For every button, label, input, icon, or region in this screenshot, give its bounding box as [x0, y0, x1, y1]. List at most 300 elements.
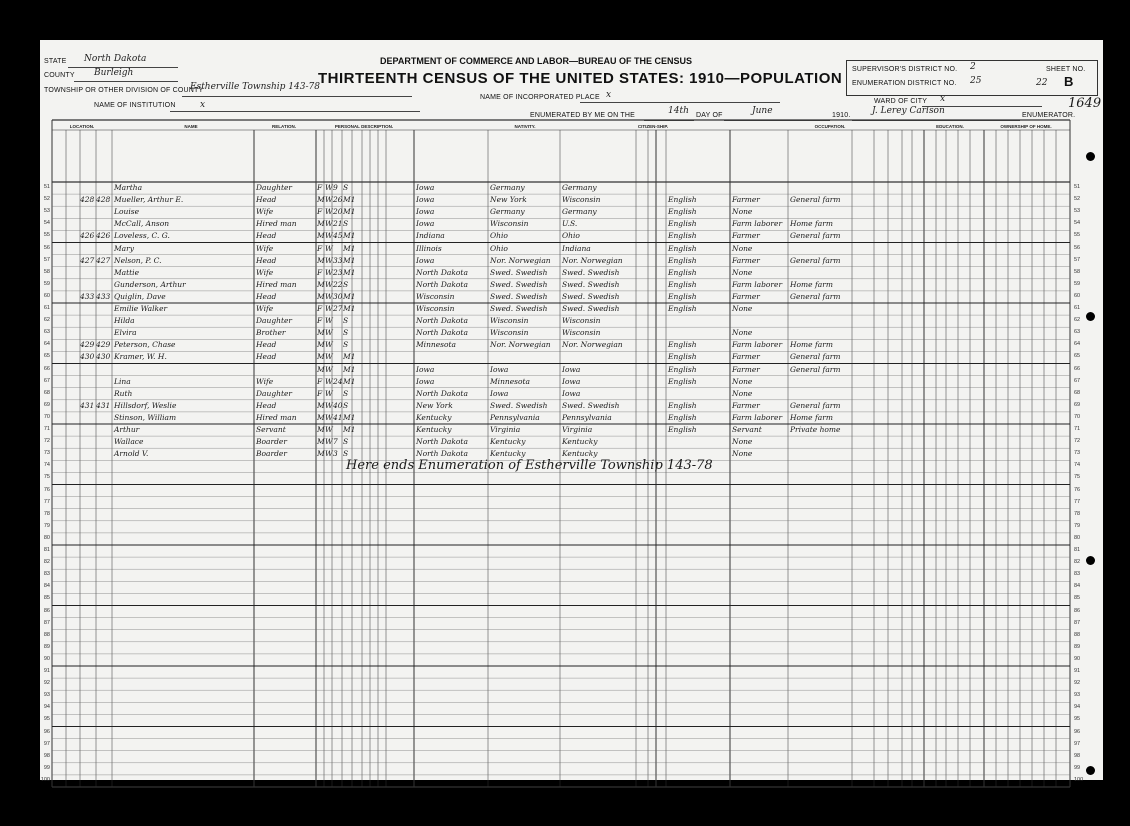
entry-name: McCall, Anson — [114, 219, 170, 229]
entry-mother-bp: Kentucky — [562, 437, 598, 447]
entry-industry: General farm — [790, 195, 841, 205]
entry-mother-bp: Swed. Swedish — [562, 279, 620, 289]
entry-relation: Daughter — [256, 183, 292, 192]
entry-age: 9 — [333, 183, 338, 192]
entry-birthplace: New York — [416, 400, 453, 410]
row-number-left: 56 — [43, 244, 50, 251]
entry-birthplace: Iowa — [416, 219, 435, 229]
entry-age: 3 — [333, 449, 338, 459]
entry-occupation: Farm laborer — [732, 279, 783, 289]
entry-father-bp: Pennsylvania — [490, 412, 540, 422]
entry-birthplace: Kentucky — [416, 425, 452, 434]
entry-birthplace: North Dakota — [416, 316, 468, 326]
entry-language: English — [668, 267, 697, 277]
entry-dwelling: 426 — [80, 231, 95, 241]
entry-relation: Head — [256, 400, 277, 410]
entry-mother-bp: Germany — [562, 207, 597, 217]
entry-language: English — [668, 364, 697, 374]
entry-birthplace: Wisconsin — [416, 304, 455, 313]
row-number-right: 73 — [1074, 450, 1081, 457]
entry-sex: M — [317, 279, 325, 289]
entry-industry: Private home — [790, 425, 841, 434]
entry-language: English — [668, 376, 697, 386]
entry-occupation: None — [732, 449, 753, 459]
entry-language: English — [668, 207, 697, 217]
row-number-right: 89 — [1074, 643, 1081, 650]
row-number-left: 69 — [43, 401, 50, 408]
enumerator-label: ENUMERATOR. — [1022, 112, 1076, 119]
entry-dwelling: 429 — [80, 340, 95, 350]
entry-sex: M — [317, 400, 325, 410]
entry-age: 40 — [333, 400, 343, 410]
row-number-right: 85 — [1074, 595, 1081, 602]
entry-occupation: None — [732, 243, 753, 253]
entry-birthplace: Iowa — [416, 195, 435, 205]
row-number-left: 100 — [40, 776, 50, 783]
entry-language: English — [668, 340, 697, 350]
entry-age: 41 — [333, 412, 343, 422]
entry-father-bp: Virginia — [490, 425, 521, 434]
entry-father-bp: Iowa — [490, 388, 509, 398]
township-value: Estherville Township 143-78 — [190, 82, 320, 92]
punch-hole — [1086, 312, 1095, 321]
entry-sex: F — [317, 316, 323, 326]
entry-occupation: None — [732, 437, 753, 447]
entry-race: W — [325, 376, 333, 386]
entry-sex: M — [317, 449, 325, 459]
row-number-right: 51 — [1074, 184, 1081, 190]
row-number-left: 64 — [43, 341, 50, 348]
entry-mother-bp: Nor. Norwegian — [562, 255, 623, 265]
row-number-left: 68 — [43, 389, 50, 396]
entry-family: 430 — [96, 352, 111, 362]
supervisor-value: 2 — [970, 62, 976, 72]
row-number-left: 73 — [43, 450, 50, 457]
entry-father-bp: Swed. Swedish — [490, 400, 548, 410]
entry-mother-bp: Wisconsin — [562, 328, 601, 338]
row-number-left: 74 — [43, 462, 50, 469]
closing-note: Here ends Enumeration of Estherville Township 143-78 — [346, 458, 713, 473]
entry-occupation: Servant — [732, 425, 762, 434]
entry-family: 427 — [96, 255, 111, 265]
row-number-left: 61 — [43, 305, 50, 311]
ed-label: ENUMERATION DISTRICT NO. — [852, 80, 957, 87]
entry-marital: S — [343, 388, 349, 398]
entry-sex: M — [317, 412, 325, 422]
row-number-left: 75 — [43, 474, 50, 481]
entry-marital: M1 — [343, 207, 356, 217]
entry-race: W — [325, 291, 333, 301]
entry-race: W — [325, 231, 333, 241]
state-label: STATE — [44, 58, 67, 65]
row-number-right: 70 — [1074, 413, 1081, 420]
entry-age: 23 — [333, 267, 343, 277]
entry-race: W — [325, 388, 333, 398]
entry-industry: General farm — [790, 291, 841, 301]
row-number-right: 53 — [1074, 208, 1081, 215]
entry-name: Arnold V. — [114, 449, 149, 459]
row-number-right: 92 — [1074, 680, 1081, 687]
row-number-left: 71 — [43, 426, 50, 432]
entry-industry: General farm — [790, 231, 841, 241]
colgroup-nativity: NATIVITY. — [514, 124, 536, 129]
entry-name: Peterson, Chase — [114, 340, 176, 350]
entry-occupation: Farmer — [732, 364, 760, 374]
entry-name: Mary — [114, 243, 134, 253]
entry-name: Quiglin, Dave — [114, 291, 166, 301]
entry-industry: Home farm — [790, 412, 833, 422]
row-number-left: 83 — [43, 571, 50, 578]
entry-family: 431 — [96, 400, 111, 410]
entry-occupation: Farmer — [732, 400, 760, 410]
entry-industry: General farm — [790, 364, 841, 374]
entry-father-bp: Wisconsin — [490, 328, 529, 338]
entry-marital: M1 — [343, 364, 356, 374]
row-number-left: 55 — [43, 232, 50, 239]
row-number-right: 86 — [1074, 607, 1081, 614]
institution-label: NAME OF INSTITUTION — [94, 102, 176, 109]
row-number-right: 65 — [1074, 353, 1081, 360]
entry-father-bp: Wisconsin — [490, 316, 529, 326]
entry-birthplace: Iowa — [416, 364, 435, 374]
row-number-right: 100 — [1074, 776, 1084, 783]
entry-name: Stinson, William — [114, 412, 177, 422]
entry-language: English — [668, 243, 697, 253]
entry-race: W — [325, 412, 333, 422]
entry-marital: S — [343, 328, 349, 338]
entry-dwelling: 430 — [80, 352, 95, 362]
entry-age: 33 — [333, 255, 343, 265]
entry-language: English — [668, 412, 697, 422]
entry-name: Mattie — [114, 267, 140, 277]
row-number-right: 71 — [1074, 426, 1081, 432]
row-number-right: 98 — [1074, 752, 1081, 759]
entry-mother-bp: Virginia — [562, 425, 593, 434]
entry-relation: Hired man — [256, 412, 297, 422]
entry-birthplace: Iowa — [416, 207, 435, 217]
entry-sex: M — [317, 425, 325, 434]
county-value: Burleigh — [94, 68, 134, 78]
entry-father-bp: Kentucky — [490, 449, 526, 459]
entry-marital: M1 — [343, 243, 356, 253]
entry-father-bp: Swed. Swedish — [490, 291, 548, 301]
entry-mother-bp: Swed. Swedish — [562, 400, 620, 410]
row-number-left: 97 — [43, 740, 50, 747]
entry-birthplace: Indiana — [416, 231, 445, 241]
entry-relation: Wife — [256, 376, 274, 386]
row-number-left: 63 — [43, 329, 50, 336]
entry-race: W — [325, 364, 333, 374]
entry-race: W — [325, 279, 333, 289]
entry-name: Hilda — [114, 316, 135, 326]
entry-sex: F — [317, 388, 323, 398]
entry-marital: M1 — [343, 267, 356, 277]
entry-race: W — [325, 304, 333, 313]
entry-name: Emilie Walker — [114, 304, 168, 313]
entry-relation: Daughter — [256, 316, 292, 326]
state-value: North Dakota — [84, 54, 147, 64]
row-number-left: 76 — [43, 486, 50, 493]
row-number-left: 93 — [43, 692, 50, 699]
entry-relation: Head — [256, 291, 277, 301]
census-grid — [40, 40, 1103, 780]
entry-industry: Home farm — [790, 279, 833, 289]
year-value: 1910. — [832, 112, 851, 119]
row-number-right: 95 — [1074, 716, 1081, 723]
entry-occupation: None — [732, 328, 753, 338]
entry-mother-bp: Pennsylvania — [562, 412, 612, 422]
entry-sex: F — [317, 183, 323, 192]
entry-marital: M1 — [343, 412, 356, 422]
row-number-left: 59 — [43, 280, 50, 287]
entry-father-bp: Ohio — [490, 231, 508, 241]
ward-value: x — [940, 94, 946, 104]
entry-mother-bp: Germany — [562, 183, 597, 192]
entry-sex: M — [317, 437, 325, 447]
row-number-left: 98 — [43, 752, 50, 759]
entry-name: Elvira — [114, 328, 137, 338]
entry-sex: M — [317, 195, 325, 205]
entry-marital: S — [343, 219, 349, 229]
entry-mother-bp: Kentucky — [562, 449, 598, 459]
sheet-value: 22 — [1036, 78, 1048, 88]
entry-language: English — [668, 195, 697, 205]
row-number-right: 64 — [1074, 341, 1081, 348]
entry-birthplace: Iowa — [416, 255, 435, 265]
entry-age: 27 — [333, 304, 343, 313]
entry-race: W — [325, 183, 333, 192]
row-number-left: 66 — [43, 365, 50, 372]
entry-occupation: Farmer — [732, 255, 760, 265]
entry-mother-bp: Iowa — [562, 364, 581, 374]
row-number-right: 68 — [1074, 389, 1081, 396]
entry-relation: Head — [256, 340, 277, 350]
entry-race: W — [325, 328, 333, 338]
entry-relation: Wife — [256, 304, 274, 313]
entry-race: W — [325, 449, 333, 459]
entry-language: English — [668, 255, 697, 265]
row-number-right: 59 — [1074, 280, 1081, 287]
entry-marital: M1 — [343, 231, 356, 241]
entry-occupation: Farmer — [732, 291, 760, 301]
row-number-right: 63 — [1074, 329, 1081, 336]
entry-occupation: Farmer — [732, 352, 760, 362]
row-number-left: 80 — [43, 534, 50, 541]
row-number-right: 75 — [1074, 474, 1081, 481]
entry-occupation: None — [732, 207, 753, 217]
institution-value: x — [200, 100, 206, 110]
row-number-left: 78 — [43, 510, 50, 517]
entry-father-bp: Iowa — [490, 364, 509, 374]
entry-occupation: None — [732, 267, 753, 277]
county-label: COUNTY — [44, 72, 75, 79]
row-number-left: 91 — [43, 668, 50, 674]
row-number-left: 87 — [43, 619, 50, 626]
entry-relation: Wife — [256, 267, 274, 277]
entry-name: Wallace — [114, 437, 144, 447]
entry-father-bp: Germany — [490, 207, 525, 217]
entry-relation: Brother — [256, 328, 286, 338]
entry-language: English — [668, 291, 697, 301]
entry-race: W — [325, 255, 333, 265]
ed-value: 25 — [970, 76, 982, 86]
punch-hole — [1086, 556, 1095, 565]
entry-sex: M — [317, 255, 325, 265]
entry-age: 30 — [333, 291, 343, 301]
entry-sex: F — [317, 267, 323, 277]
colgroup-name: NAME — [184, 124, 198, 129]
row-number-right: 94 — [1074, 704, 1081, 711]
entry-marital: S — [343, 279, 349, 289]
punch-hole — [1086, 766, 1095, 775]
entry-relation: Wife — [256, 243, 274, 253]
sheet-label: SHEET NO. — [1046, 66, 1086, 73]
entry-mother-bp: Wisconsin — [562, 316, 601, 326]
entry-language: English — [668, 352, 697, 362]
entry-name: Louise — [114, 207, 140, 217]
row-number-right: 93 — [1074, 692, 1081, 699]
row-number-left: 81 — [43, 547, 50, 553]
entry-name: Martha — [114, 183, 143, 192]
entry-race: W — [325, 195, 333, 205]
entry-marital: S — [343, 437, 349, 447]
row-number-right: 58 — [1074, 268, 1081, 275]
row-number-right: 91 — [1074, 668, 1081, 674]
punch-hole — [1086, 152, 1095, 161]
colgroup-citizenship: CITIZEN-SHIP. — [637, 124, 669, 129]
row-number-right: 67 — [1074, 377, 1081, 384]
entry-mother-bp: U.S. — [562, 219, 578, 229]
entry-father-bp: Minnesota — [490, 376, 531, 386]
entry-marital: M1 — [343, 291, 356, 301]
entry-race: W — [325, 267, 333, 277]
entry-sex: M — [317, 340, 325, 350]
entry-race: W — [325, 437, 333, 447]
entry-occupation: Farm laborer — [732, 340, 783, 350]
entry-sex: F — [317, 376, 323, 386]
entry-birthplace: Illinois — [416, 243, 442, 253]
row-number-right: 54 — [1074, 220, 1081, 227]
row-number-left: 52 — [43, 196, 50, 203]
entry-relation: Boarder — [256, 449, 287, 459]
row-number-right: 57 — [1074, 256, 1081, 263]
entry-race: W — [325, 352, 333, 362]
entry-age: 45 — [333, 231, 343, 241]
entry-industry: Home farm — [790, 219, 833, 229]
entry-birthplace: North Dakota — [416, 267, 468, 277]
entry-family: 433 — [96, 291, 111, 301]
entry-occupation: Farm laborer — [732, 412, 783, 422]
row-number-right: 96 — [1074, 728, 1081, 735]
row-number-right: 76 — [1074, 486, 1081, 493]
row-number-right: 78 — [1074, 510, 1081, 517]
row-number-left: 77 — [43, 498, 50, 505]
entry-marital: S — [343, 316, 349, 326]
supervisor-label: SUPERVISOR'S DISTRICT NO. — [852, 66, 958, 73]
entry-mother-bp: Swed. Swedish — [562, 304, 620, 313]
row-number-left: 84 — [43, 583, 50, 590]
department-line: DEPARTMENT OF COMMERCE AND LABOR—BUREAU OF THE CENSUS — [380, 56, 692, 66]
entry-occupation: None — [732, 376, 753, 386]
entry-sex: M — [317, 291, 325, 301]
entry-occupation: None — [732, 304, 753, 313]
row-number-right: 62 — [1074, 317, 1081, 324]
entry-father-bp: Wisconsin — [490, 219, 529, 229]
census-title: THIRTEENTH CENSUS OF THE UNITED STATES: 1910—POPULATION — [318, 70, 843, 87]
entry-sex: M — [317, 352, 325, 362]
entry-marital: M1 — [343, 255, 356, 265]
entry-industry: General farm — [790, 255, 841, 265]
row-number-right: 83 — [1074, 571, 1081, 578]
entry-relation: Daughter — [256, 388, 292, 398]
entry-sex: F — [317, 243, 323, 253]
entry-dwelling: 427 — [80, 255, 95, 265]
colgroup-personal: PERSONAL DESCRIPTION. — [334, 124, 394, 129]
entry-language: English — [668, 219, 697, 229]
entry-occupation: Farmer — [732, 231, 760, 241]
entry-marital: S — [343, 400, 349, 410]
entry-marital: M1 — [343, 195, 356, 205]
township-label: TOWNSHIP OR OTHER DIVISION OF COUNTY — [44, 87, 204, 94]
entry-race: W — [325, 400, 333, 410]
row-number-left: 79 — [43, 522, 50, 529]
row-number-left: 70 — [43, 413, 50, 420]
entry-mother-bp: Swed. Swedish — [562, 291, 620, 301]
row-number-left: 53 — [43, 208, 50, 215]
row-number-left: 90 — [43, 655, 50, 662]
entry-birthplace: North Dakota — [416, 388, 468, 398]
row-number-right: 77 — [1074, 498, 1081, 505]
colgroup-ownership: OWNERSHIP OF HOME. — [1000, 124, 1052, 129]
entry-relation: Head — [256, 255, 277, 265]
entry-race: W — [325, 207, 333, 217]
colgroup-occupation: OCCUPATION. — [814, 124, 846, 129]
entry-marital: M1 — [343, 304, 356, 313]
entry-age: 22 — [333, 279, 343, 289]
entry-marital: S — [343, 340, 349, 350]
entry-relation: Servant — [256, 425, 286, 434]
entry-family: 426 — [96, 231, 111, 241]
entry-sex: M — [317, 231, 325, 241]
sheet-letter: B — [1064, 74, 1074, 89]
entry-sex: M — [317, 364, 325, 374]
row-number-left: 99 — [43, 764, 50, 771]
entry-language: English — [668, 425, 697, 434]
row-number-left: 94 — [43, 704, 50, 711]
row-number-left: 72 — [43, 438, 50, 445]
entry-relation: Head — [256, 195, 277, 205]
entry-language: English — [668, 279, 697, 289]
entry-marital: M1 — [343, 352, 356, 362]
entry-relation: Hired man — [256, 219, 297, 229]
entry-family: 429 — [96, 340, 111, 350]
row-number-left: 67 — [43, 377, 50, 384]
entry-mother-bp: Wisconsin — [562, 195, 601, 205]
month-value: June — [752, 106, 773, 116]
row-number-right: 99 — [1074, 764, 1081, 771]
row-number-left: 51 — [43, 184, 50, 190]
entry-name: Gunderson, Arthur — [114, 279, 186, 289]
entry-father-bp: Nor. Norwegian — [490, 340, 551, 350]
entry-occupation: Farmer — [732, 195, 760, 205]
entry-family: 428 — [96, 195, 111, 205]
entry-name: Lina — [114, 376, 131, 386]
entry-father-bp: Swed. Swedish — [490, 267, 548, 277]
entry-father-bp: Kentucky — [490, 437, 526, 447]
entry-marital: M1 — [343, 376, 356, 386]
entry-name: Hillsdorf, Weslie — [114, 400, 177, 410]
entry-industry: General farm — [790, 400, 841, 410]
